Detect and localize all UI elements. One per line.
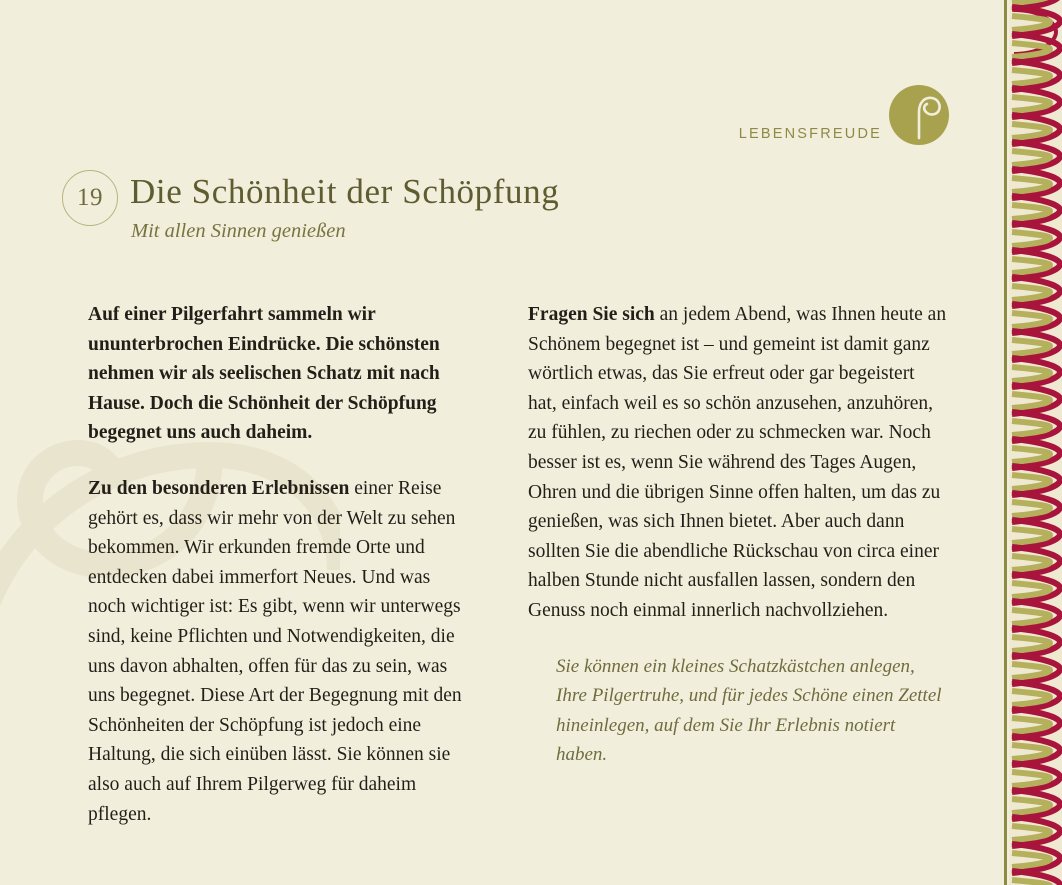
section-label: LEBENSFREUDE: [738, 126, 882, 142]
spiral-crozier-emblem-icon: [888, 84, 950, 146]
page-subtitle: Mit allen Sinnen genießen: [131, 220, 346, 242]
paragraph-right-1: [528, 300, 948, 626]
paragraph-lead-in: Zu den besonderen Erlebnissen: [88, 477, 350, 499]
right-column: [528, 300, 948, 855]
paragraph-intro-bold: Auf einer Pilgerfahrt sammeln wir ununterbrochen Eindrücke. Die schönsten nehmen wir als seelischen Schatz mit nach Hause. Doch die Schönheit der Schöpfung begegnet uns auch daheim.: [88, 304, 440, 444]
paragraph-body: an jedem Abend, was Ihnen heute an Schönem begegnet ist – und gemeint ist damit ganz wörtlich etwas, das Sie erfreut oder gar begeistert hat, einfach weil es so schön anzusehen, anzuhören, zu fühlen, zu riechen oder zu schmecken war. Noch besser ist es, wenn Sie während des Tages Augen, Ohren und die übrigen Sinne offen halten, um das zu genießen, was sich Ihnen bietet. Aber auch dann sollten Sie die abendliche Rückschau von circa einer halben Stunde nicht ausfallen lassen, sondern den Genuss noch einmal innerlich nachvollziehen.: [528, 304, 947, 621]
page-title: [130, 172, 559, 212]
body-columns: [88, 300, 948, 855]
paragraph-body: einer Reise gehört es, dass wir mehr von der Welt zu sehen bekommen. Wir erkunden fremde Orte und entdecken dabei immerfort Neues. Und was noch wichtiger ist: Es gibt, wenn wir unterwegs sind, keine Pflichten und Notwendigkeiten, die uns davon abhalten, offen für das zu sein, was uns begegnet. Diese Art der Begegnung mit den Schönheiten der Schöpfung ist jedoch eine Haltung, die sich einüben lässt. Sie können sie also auch auf Ihrem Pilgerweg für daheim pflegen.: [88, 477, 462, 825]
paragraph-lead-in: Fragen Sie sich: [528, 304, 655, 325]
left-column: [88, 300, 466, 855]
chapter-number-badge: 19: [62, 170, 118, 226]
page-title-text: Die Schönheit der Schöpfung: [130, 172, 560, 211]
paragraph-left-2: [88, 474, 466, 829]
pullquote: Sie können ein kleines Schatzkästchen anlegen, Ihre Pilgertruhe, und für jedes Schöne einen Zettel hineinlegen, auf dem Sie Ihr Erlebnis notiert haben.: [556, 655, 942, 766]
ornamental-border-strip: [1000, 0, 1062, 885]
